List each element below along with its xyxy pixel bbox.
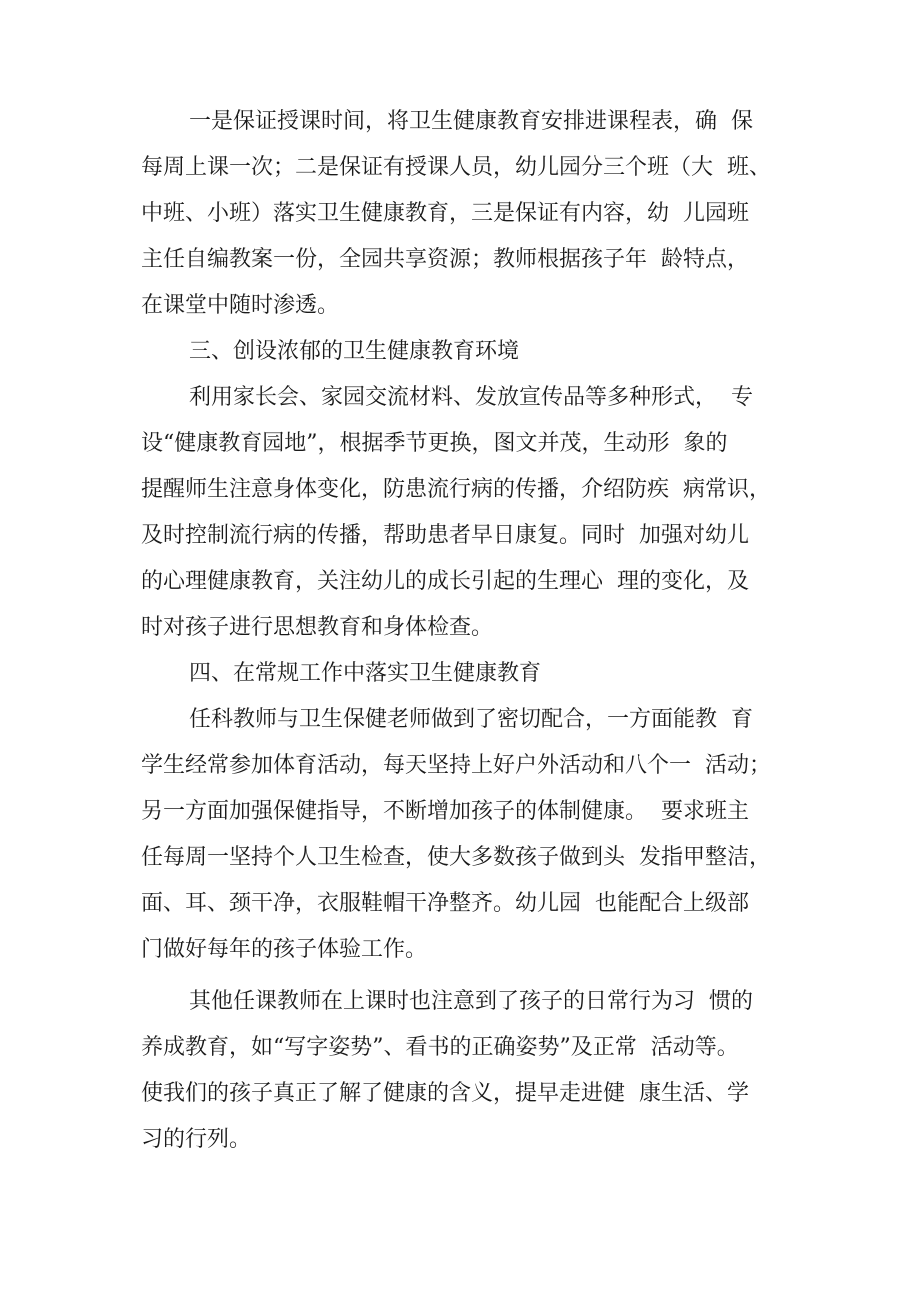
paragraph-line: 任每周一坚持个人卫生检查，使大多数孩子做到头 发指甲整洁，: [141, 845, 771, 870]
paragraph-line: 学生经常参加体育活动，每天坚持上好户外活动和八个一 活动；: [141, 753, 771, 778]
paragraph-line: 习的行列。: [141, 1127, 252, 1152]
paragraph-line: 一是保证授课时间，将卫生健康教育安排进课程表，确 保: [189, 109, 753, 134]
paragraph-line: 中班、小班）落实卫生健康教育，三是保证有内容，幼 儿园班: [141, 201, 749, 226]
paragraph-other-teachers: [141, 979, 791, 1163]
paragraph-line: 在课堂中随时渗透。: [141, 293, 340, 318]
paragraph-line: 及时控制流行病的传播，帮助患者早日康复。同时 加强对幼儿: [141, 523, 749, 548]
paragraph-teaching-guarantee: [141, 99, 791, 329]
section-heading-environment: [141, 329, 791, 375]
paragraph-line: 时对孩子进行思想教育和身体检查。: [141, 615, 494, 640]
paragraph-line: 养成教育，如“写字姿势”、看书的正确姿势”及正常 活动等。: [141, 1035, 739, 1060]
paragraph-line: 的心理健康教育，关注幼儿的成长引起的生理心 理的变化，及: [141, 569, 749, 594]
paragraph-line: 面、耳、颈干净，衣服鞋帽干净整齐。幼儿园 也能配合上级部: [141, 891, 749, 916]
paragraph-line: 门做好每年的孩子体验工作。: [141, 937, 428, 962]
paragraph-line: 其他任课教师在上课时也注意到了孩子的日常行为习 惯的: [189, 989, 753, 1014]
paragraph-environment: [141, 375, 791, 651]
paragraph-line: 另一方面加强保健指导，不断增加孩子的体制健康。 要求班主: [141, 799, 749, 824]
paragraph-routine-work: [141, 697, 791, 973]
document-body: [141, 99, 791, 1163]
paragraph-line: 每周上课一次；二是保证有授课人员，幼儿园分三个班（大 班、: [141, 155, 771, 180]
paragraph-line: 提醒师生注意身体变化，防患流行病的传播，介绍防疾 病常识，: [141, 477, 771, 502]
paragraph-line: 任科教师与卫生保健老师做到了密切配合，一方面能教 育: [189, 707, 753, 732]
section-heading: 四、在常规工作中落实卫生健康教育: [189, 661, 542, 686]
section-heading: 三、创设浓郁的卫生健康教育环境: [189, 339, 520, 364]
paragraph-line: 主任自编教案一份，全园共享资源；教师根据孩子年 龄特点，: [141, 247, 749, 272]
paragraph-line: 使我们的孩子真正了解了健康的含义，提早走进健 康生活、学: [141, 1081, 749, 1106]
paragraph-line: 设“健康教育园地”，根据季节更换，图文并茂，生动形 象的: [141, 431, 728, 456]
section-heading-routine-work: [141, 651, 791, 697]
paragraph-line: 利用家长会、家园交流材料、发放宣传品等多种形式， 专: [189, 385, 753, 410]
